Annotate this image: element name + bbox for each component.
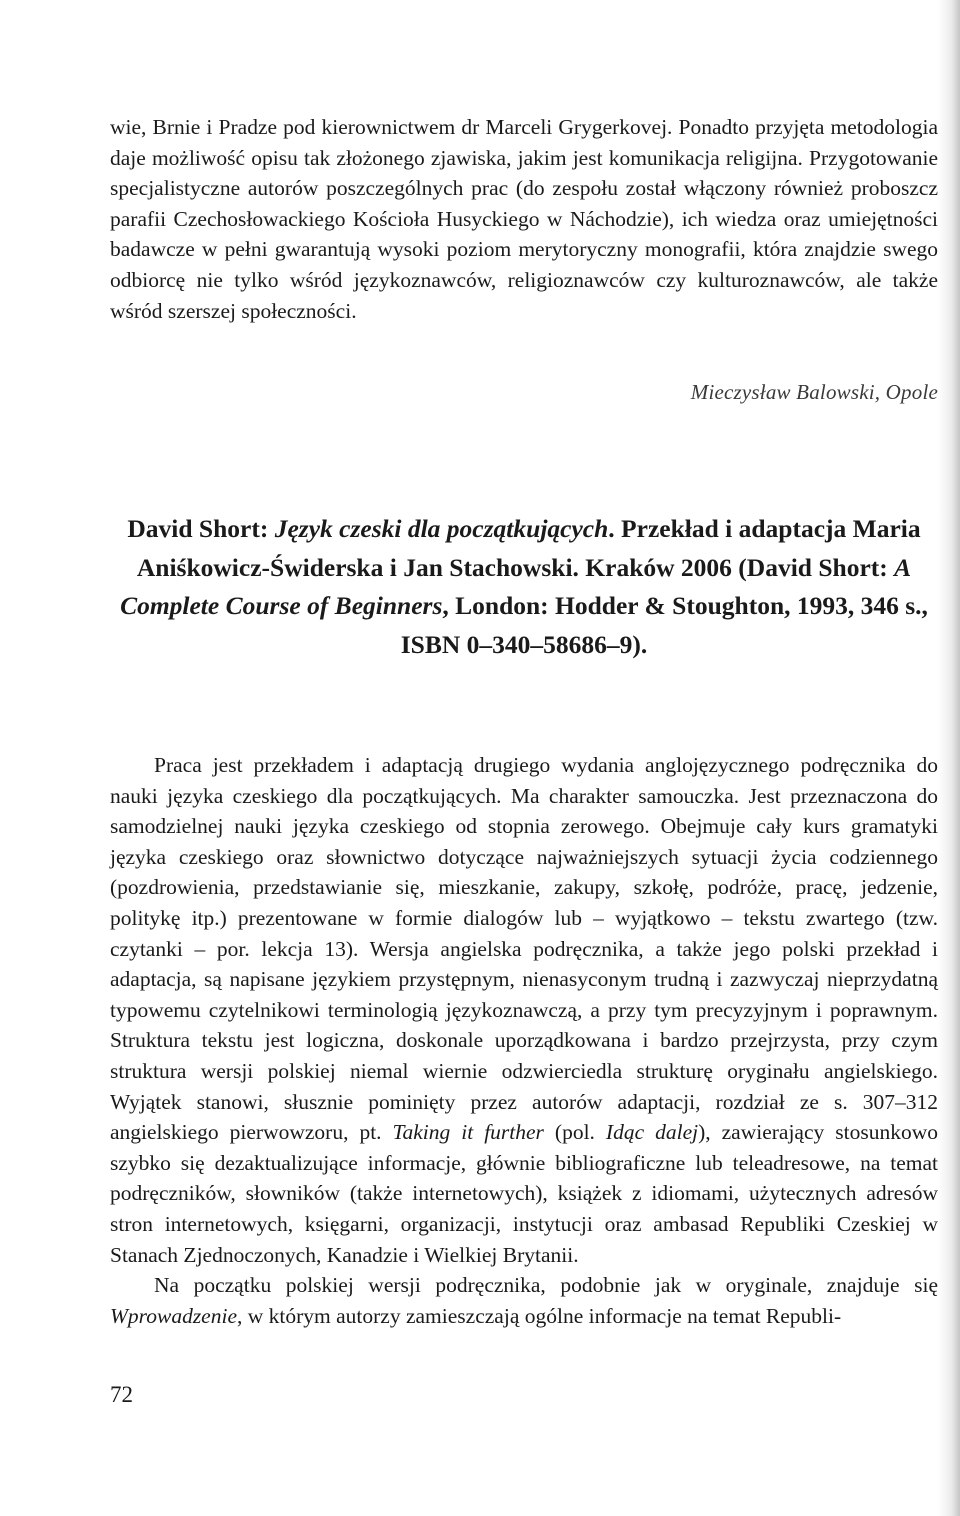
- review-body: [110, 750, 938, 1331]
- intro-section: [110, 112, 938, 326]
- review-paragraph-1: [110, 750, 938, 1270]
- p1-text-c: ), zawierający stosunkowo szybko się dezaktualizujące informacje, głównie bibliograficzne lub teleadresowe, na temat podręczników, słowników (także internetowych), książek z idiomami, użytecznych adresów stron internetowych, księgarni, organizacji, instytucji oraz ambasad Republiki Czeskiej w Stanach Zjednoczonych, Kanadzie i Wielkiej Brytanii.: [110, 1120, 938, 1267]
- p2-title: Wprowadzenie: [110, 1303, 237, 1328]
- page-edge-shadow: [938, 0, 960, 1516]
- heading-title-pl: Język czeski dla początkujących: [274, 514, 609, 543]
- review-paragraph-2: [110, 1270, 938, 1331]
- page-number: 72: [110, 1382, 133, 1407]
- p2-text-b: , w którym autorzy zamieszczają ogólne informacje na temat Republi-: [237, 1303, 842, 1328]
- heading-title-en: A Complete Course of Beginners: [120, 552, 912, 620]
- heading-author: David Short:: [127, 514, 275, 543]
- intro-paragraph: wie, Brnie i Pradze pod kierownictwem dr Marceli Grygerkovej. Ponadto przyjęta metodologia daje możliwość opisu tak złożonego zjawiska, jakim jest komunikacja religijna. Przygotowanie specjalistyczne autorów poszczególnych prac (do zespołu został włączony również proboszcz parafii Czechosłowackiego Kościoła Husyckiego w Náchodzie), ich wiedza oraz umiejętności badawcze w pełni gwarantują wysoki poziom merytoryczny monografii, która znajdzie swego odbiorcę nie tylko wśród językoznawców, religioznawców czy kulturoznawców, ale także wśród szerszej społeczności.: [110, 115, 938, 323]
- p1-title-pl: Idąc dalej: [605, 1120, 699, 1145]
- heading-publisher-info: , London: Hodder & Stoughton, 1993, 346 s., ISBN 0–340–58686–9).: [400, 591, 928, 659]
- heading-translation-info: . Przekład i adaptacja Maria Aniśkowicz-Świderska i Jan Stachowski. Kraków 2006 (David Short:: [136, 514, 921, 582]
- review-signature: Mieczysław Balowski, Opole: [690, 380, 938, 404]
- p1-title-en: Taking it further: [392, 1120, 544, 1145]
- p1-text-b: (pol.: [543, 1120, 606, 1145]
- review-heading: [110, 510, 938, 664]
- p1-text-a: Praca jest przekładem i adaptacją drugiego wydania anglojęzycznego podręcznika do nauki języka czeskiego dla początkujących. Ma charakter samouczka. Jest przeznaczona do samodzielnej nauki języka czeskiego od stopnia zerowego. Obejmuje cały kurs gramatyki języka czeskiego oraz słownictwo dotyczące najważniejszych sytuacji życia codziennego (pozdrowienia, przedstawianie się, mieszkanie, zakupy, szkołę, podróże, pracę, jedzenie, politykę itp.) prezentowane w formie dialogów lub – wyjątkowo – tekstu zwartego (tzw. czytanki – por. lekcja 13). Wersja angielska podręcznika, a także jego polski przekład i adaptacja, są napisane językiem przystępnym, nienasyconym trudną i zazwyczaj nieprzydatną typowemu czytelnikowi terminologią językoznawczą, a przy tym precyzyjnym i poprawnym. Struktura tekstu jest logiczna, doskonale uporządkowana i bardzo przejrzysta, przy czym struktura wersji polskiej niemal wiernie odzwierciedla strukturę oryginału angielskiego. Wyjątek stanowi, słusznie pominięty przez autorów adaptacji, rozdział ze s. 307–312 angielskiego pierwowzoru, pt.: [110, 753, 938, 1145]
- p2-text-a: Na początku polskiej wersji podręcznika, podobnie jak w oryginale, znajduje się: [154, 1273, 938, 1298]
